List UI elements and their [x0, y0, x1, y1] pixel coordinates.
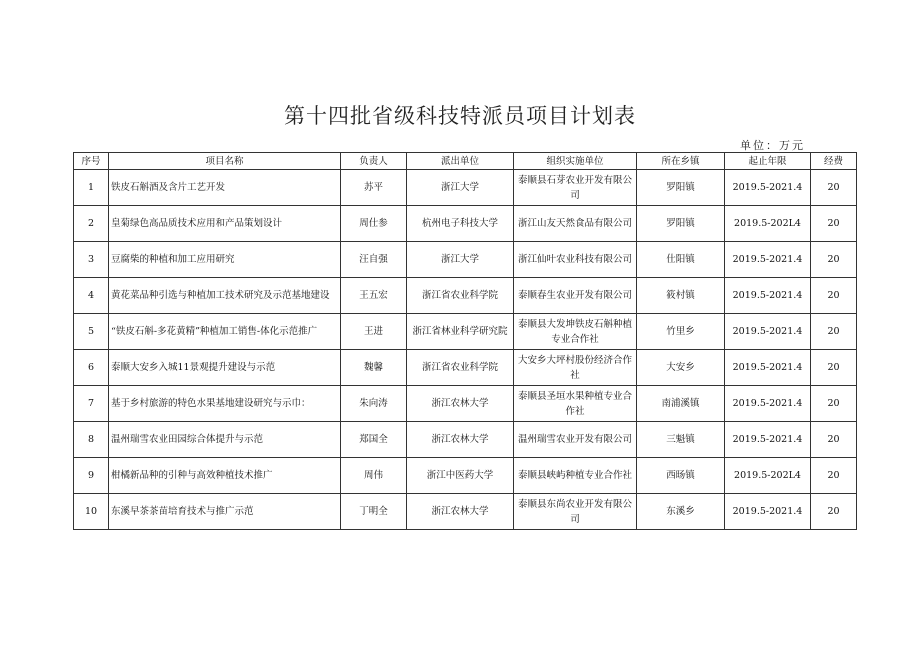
cell-township: 竹里乡 — [637, 314, 725, 350]
header-funding: 经费 — [811, 153, 857, 170]
page-title: 第十四批省级科技特派员项目计划表 — [284, 104, 636, 128]
table-row — [74, 242, 857, 278]
cell-leader: 周伟 — [341, 458, 407, 494]
cell-leader: 丁明全 — [341, 494, 407, 530]
table-row — [74, 350, 857, 386]
cell-seq: 5 — [74, 314, 109, 350]
cell-implementing-unit: 泰顺春生农业开发有限公司 — [514, 278, 637, 314]
header-leader: 负责人 — [341, 153, 407, 170]
cell-funding: 20 — [811, 350, 857, 386]
cell-dispatch-unit: 浙江省农业科学院 — [407, 350, 514, 386]
cell-seq: 3 — [74, 242, 109, 278]
cell-dispatch-unit: 杭州电子科技大学 — [407, 206, 514, 242]
cell-leader: 魏馨 — [341, 350, 407, 386]
cell-dispatch-unit: 浙江大学 — [407, 170, 514, 206]
table-row — [74, 494, 857, 530]
cell-funding: 20 — [811, 206, 857, 242]
table-row — [74, 458, 857, 494]
cell-seq: 2 — [74, 206, 109, 242]
table-row — [74, 206, 857, 242]
project-plan-table — [73, 152, 857, 530]
cell-dispatch-unit: 浙江大学 — [407, 242, 514, 278]
cell-project-name: 温州瑞雪农业田园综合体提升与示范 — [109, 422, 341, 458]
cell-period: 2019.5-2021.4 — [725, 170, 811, 206]
cell-period: 2019.5-2021.4 — [725, 494, 811, 530]
header-implementing-unit: 组织实施单位 — [514, 153, 637, 170]
cell-funding: 20 — [811, 242, 857, 278]
cell-seq: 8 — [74, 422, 109, 458]
cell-period: 2019.5-2021.4 — [725, 422, 811, 458]
cell-leader: 汪自强 — [341, 242, 407, 278]
cell-dispatch-unit: 浙江省农业科学院 — [407, 278, 514, 314]
table-row — [74, 314, 857, 350]
cell-seq: 6 — [74, 350, 109, 386]
cell-dispatch-unit: 浙江农林大学 — [407, 494, 514, 530]
cell-township: 大安乡 — [637, 350, 725, 386]
cell-township: 西旸镇 — [637, 458, 725, 494]
cell-leader: 郑国全 — [341, 422, 407, 458]
cell-seq: 4 — [74, 278, 109, 314]
cell-funding: 20 — [811, 314, 857, 350]
cell-seq: 7 — [74, 386, 109, 422]
cell-period: 2019.5-2021.4 — [725, 314, 811, 350]
cell-funding: 20 — [811, 278, 857, 314]
cell-funding: 20 — [811, 422, 857, 458]
cell-project-name: “铁皮石斛-多花黄精”种植加工销售-体化示范推广 — [109, 314, 341, 350]
cell-implementing-unit: 泰顺县石芽农业开发有限公司 — [514, 170, 637, 206]
cell-period: 2019.5-2021.4 — [725, 386, 811, 422]
cell-leader: 王五宏 — [341, 278, 407, 314]
cell-period: 2019.5-2021.4 — [725, 278, 811, 314]
header-period: 起止年限 — [725, 153, 811, 170]
cell-dispatch-unit: 浙江农林大学 — [407, 386, 514, 422]
table-row — [74, 278, 857, 314]
cell-implementing-unit: 泰顺县圣垣水果种植专业合作社 — [514, 386, 637, 422]
table-row — [74, 422, 857, 458]
cell-project-name: 基于乡村旅游的特色水果基地建设研究与示巾： — [109, 386, 341, 422]
cell-project-name: 柑橘新品种的引种与高效种植技术推广 — [109, 458, 341, 494]
cell-implementing-unit: 温州瑞雪农业开发有限公司 — [514, 422, 637, 458]
cell-leader: 周仕参 — [341, 206, 407, 242]
cell-project-name: 皇菊绿色高品质技术应用和产品策划设计 — [109, 206, 341, 242]
cell-period: 2019.5-2021.4 — [725, 242, 811, 278]
cell-period: 2019.5-202L4 — [725, 206, 811, 242]
cell-funding: 20 — [811, 458, 857, 494]
cell-dispatch-unit: 浙江中医药大学 — [407, 458, 514, 494]
header-seq: 序号 — [74, 153, 109, 170]
cell-implementing-unit: 泰顺县大发坤铁皮石斛种植专业合作社 — [514, 314, 637, 350]
cell-dispatch-unit: 浙江农林大学 — [407, 422, 514, 458]
cell-implementing-unit: 浙江山友天然食品有限公司 — [514, 206, 637, 242]
cell-township: 三魁镇 — [637, 422, 725, 458]
header-project-name: 项目名称 — [109, 153, 341, 170]
cell-seq: 1 — [74, 170, 109, 206]
cell-township: 筱村镇 — [637, 278, 725, 314]
cell-leader: 苏平 — [341, 170, 407, 206]
cell-dispatch-unit: 浙江省林业科学研究院 — [407, 314, 514, 350]
cell-implementing-unit: 泰顺县峡屿种植专业合作社 — [514, 458, 637, 494]
cell-project-name: 泰顺大安乡入城11景观提升建设与示范 — [109, 350, 341, 386]
cell-seq: 9 — [74, 458, 109, 494]
table-header-row — [74, 153, 857, 170]
table-row — [74, 170, 857, 206]
cell-implementing-unit: 泰顺县东尚农业开发有限公司 — [514, 494, 637, 530]
cell-implementing-unit: 大安乡大坪村股份经济合作社 — [514, 350, 637, 386]
header-township: 所在乡镇 — [637, 153, 725, 170]
cell-project-name: 黄花菜品种引选与种植加工技术研究及示范基地建设 — [109, 278, 341, 314]
cell-seq: 10 — [74, 494, 109, 530]
cell-leader: 王进 — [341, 314, 407, 350]
cell-township: 罗阳镇 — [637, 170, 725, 206]
cell-period: 2019.5-202L4 — [725, 458, 811, 494]
cell-funding: 20 — [811, 170, 857, 206]
cell-township: 南浦溪镇 — [637, 386, 725, 422]
unit-label: 单位：万元 — [740, 139, 805, 152]
cell-funding: 20 — [811, 386, 857, 422]
cell-funding: 20 — [811, 494, 857, 530]
cell-implementing-unit: 浙江仙叶农业科技有限公司 — [514, 242, 637, 278]
cell-leader: 朱向涛 — [341, 386, 407, 422]
cell-township: 仕阳镇 — [637, 242, 725, 278]
table-row — [74, 386, 857, 422]
cell-project-name: 东溪早茶茶苗培育技术与推广示范 — [109, 494, 341, 530]
cell-project-name: 豆腐柴的种植和加工应用研究 — [109, 242, 341, 278]
cell-project-name: 铁皮石斛酒及含片工艺开发 — [109, 170, 341, 206]
cell-township: 罗阳镇 — [637, 206, 725, 242]
cell-period: 2019.5-2021.4 — [725, 350, 811, 386]
cell-township: 东溪乡 — [637, 494, 725, 530]
header-dispatch-unit: 派出单位 — [407, 153, 514, 170]
